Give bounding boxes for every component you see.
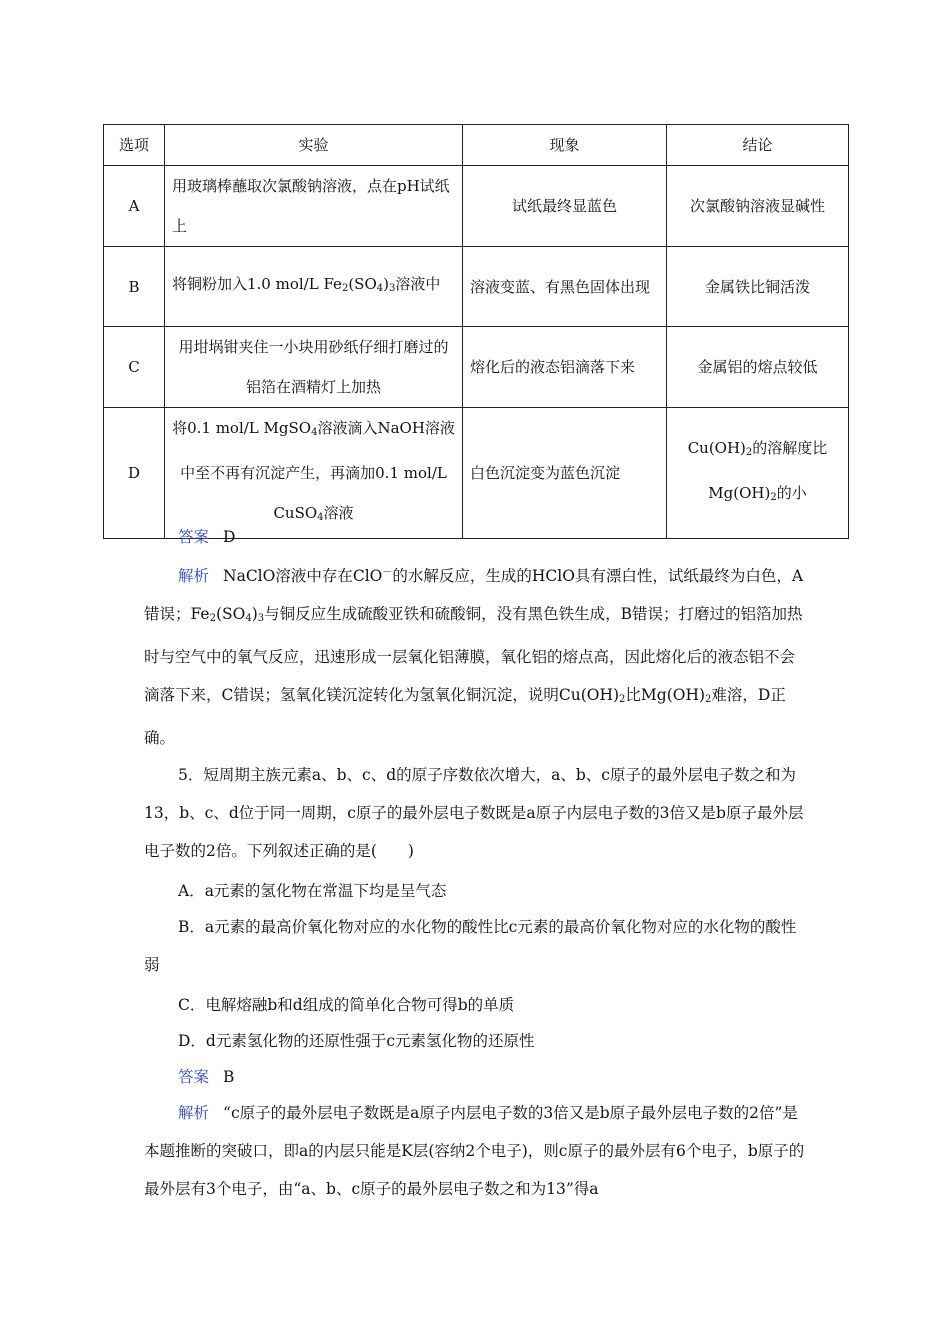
q5-analysis bbox=[144, 1094, 808, 1208]
q4-analysis bbox=[144, 554, 808, 757]
row-experiment bbox=[165, 247, 463, 327]
subscript: 2 bbox=[619, 694, 626, 705]
subscript: 2 bbox=[705, 694, 712, 705]
text-part: 难溶，D正确。 bbox=[144, 686, 786, 747]
text-part: “c原子的最外层电子数既是a原子内层电子数的3倍又是b原子最外层电子数的2倍”是本题推断的突破口，即a的内层只能是K层(容纳2个电子)，则c原子的最外层有6个电子，b原子的最外层有3个电子，由“a、b、c原子的最外层电子数之和为13”得a bbox=[144, 1104, 805, 1198]
text-part: 的水解反应，生成的HClO具有漂白性，试纸最终为白色，A错误；Fe bbox=[144, 567, 804, 623]
text-part: (SO bbox=[348, 275, 377, 293]
subscript: 4 bbox=[317, 512, 324, 523]
q5-option-b: B．a元素的最高价氧化物对应的水化物的酸性比c元素的最高价氧化物对应的水化物的酸性弱 bbox=[144, 918, 797, 974]
row-conclusion: 金属铁比铜活泼 bbox=[667, 247, 849, 327]
row-option: D bbox=[104, 408, 165, 539]
row-conclusion: 金属铝的熔点较低 bbox=[667, 327, 849, 408]
row-phenomenon: 熔化后的液态铝滴落下来 bbox=[463, 327, 667, 408]
table-row bbox=[104, 247, 849, 327]
text-part: 溶液 bbox=[323, 504, 354, 522]
analysis-label: 解析 bbox=[178, 1104, 210, 1122]
q5-option-d: D．d元素氢化物的还原性强于c元素氢化物的还原性 bbox=[178, 1032, 535, 1050]
row-option: A bbox=[104, 166, 165, 247]
subscript: 2 bbox=[209, 613, 216, 624]
header-option: 选项 bbox=[104, 125, 165, 166]
text-part: ) bbox=[383, 275, 389, 293]
subscript: 2 bbox=[770, 492, 777, 503]
subscript: 3 bbox=[388, 283, 396, 294]
row-conclusion: 次氯酸钠溶液显碱性 bbox=[667, 166, 849, 247]
header-phenomenon: 现象 bbox=[463, 125, 667, 166]
subscript: 2 bbox=[341, 283, 349, 294]
answer-label: 答案 bbox=[178, 528, 210, 546]
text-part: 的小 bbox=[776, 484, 807, 502]
subscript: 4 bbox=[245, 613, 252, 624]
text-part: 与铜反应生成硫酸亚铁和硫酸铜，没有黑色铁生成，B错误；打磨过的铝箔加热时与空气中的氧气反应，迅速形成一层氧化铝薄膜，氧化铝的熔点高，因此熔化后的液态铝不会滴落下来，C错误；氢氧化镁沉淀转化为氢氧化铜沉淀，说明Cu(OH) bbox=[144, 605, 803, 704]
table-header-row bbox=[104, 125, 849, 166]
header-experiment: 实验 bbox=[165, 125, 463, 166]
text-part: 的溶解度比Mg(OH) bbox=[708, 439, 828, 502]
q5-option-c: C．电解熔融b和d组成的简单化合物可得b的单质 bbox=[178, 996, 515, 1014]
row-experiment: 用坩埚钳夹住一小块用砂纸仔细打磨过的铝箔在酒精灯上加热 bbox=[165, 327, 463, 408]
subscript: 3 bbox=[257, 613, 265, 624]
row-phenomenon: 试纸最终显蓝色 bbox=[463, 166, 667, 247]
answer-label: 答案 bbox=[178, 1068, 210, 1086]
analysis-label: 解析 bbox=[178, 567, 210, 585]
table-row bbox=[104, 327, 849, 408]
row-option: B bbox=[104, 247, 165, 327]
q5-answer bbox=[178, 1058, 842, 1096]
answer-value: B bbox=[223, 1068, 235, 1086]
answer-value: D bbox=[223, 528, 236, 546]
q4-answer bbox=[178, 518, 842, 556]
text-part: 将铜粉加入1.0 mol/L Fe bbox=[172, 275, 342, 293]
superscript: － bbox=[382, 567, 393, 578]
text-part: ) bbox=[251, 605, 258, 623]
text-part: 溶液中 bbox=[395, 275, 441, 293]
text-part: 比Mg(OH) bbox=[625, 686, 706, 704]
header-conclusion: 结论 bbox=[667, 125, 849, 166]
table-row bbox=[104, 166, 849, 247]
row-phenomenon: 白色沉淀变为蓝色沉淀 bbox=[463, 408, 667, 539]
text-part: 将0.1 mol/L MgSO bbox=[172, 419, 312, 437]
text-part: 溶液滴入NaOH溶液中至不再有沉淀产生，再滴加0.1 mol/L CuSO bbox=[180, 419, 455, 522]
row-phenomenon: 溶液变蓝、有黑色固体出现 bbox=[463, 247, 667, 327]
q5-option-a: A．a元素的氢化物在常温下均是呈气态 bbox=[178, 882, 447, 900]
text-part: (SO bbox=[215, 605, 246, 623]
row-experiment: 用玻璃棒蘸取次氯酸钠溶液，点在pH试纸上 bbox=[165, 166, 463, 247]
subscript: 4 bbox=[376, 283, 384, 294]
experiment-table bbox=[103, 124, 849, 539]
subscript: 4 bbox=[311, 427, 318, 438]
subscript: 2 bbox=[745, 447, 753, 458]
q5-stem: 5．短周期主族元素a、b、c、d的原子序数依次增大，a、b、c原子的最外层电子数之和为13，b、c、d位于同一周期，c原子的最外层电子数既是a原子内层电子数的3倍又是b原子最外层电子数的2倍。下列叙述正确的是( ) bbox=[144, 766, 804, 860]
text-part: NaClO溶液中存在ClO bbox=[223, 567, 383, 585]
text-part: Cu(OH) bbox=[687, 439, 746, 457]
row-option: C bbox=[104, 327, 165, 408]
